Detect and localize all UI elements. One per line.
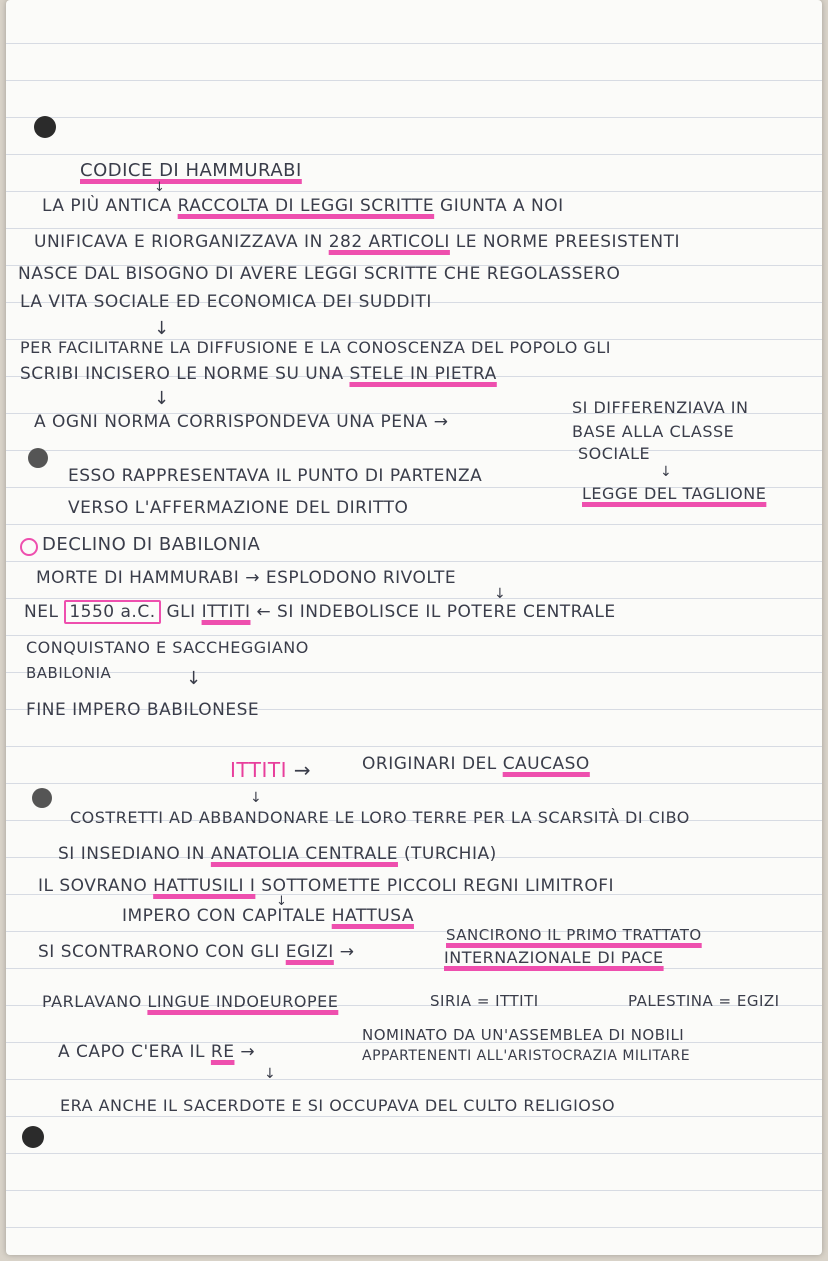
note-line: VERSO L'AFFERMAZIONE DEL DIRITTO	[68, 498, 409, 518]
note-line	[582, 484, 766, 503]
note-line: PER FACILITARNE LA DIFFUSIONE E LA CONOSCENZA DEL POPOLO GLI	[20, 338, 611, 357]
note-line	[42, 992, 338, 1011]
text: ESPLODONO RIVOLTE	[265, 568, 457, 588]
note-line	[38, 942, 354, 962]
down-arrow-icon: ↓	[154, 318, 170, 339]
highlight-text: STELE IN PIETRA	[349, 364, 497, 384]
note-line	[34, 232, 680, 252]
notebook-page	[6, 0, 822, 1255]
note-line: ERA ANCHE IL SACERDOTE E SI OCCUPAVA DEL CULTO RELIGIOSO	[60, 1096, 616, 1115]
text: SOTTOMETTE PICCOLI REGNI LIMITROFI	[255, 876, 614, 896]
text: SCRIBI INCISERO LE NORME SU UNA	[20, 364, 350, 384]
down-arrow-icon: ↓	[276, 894, 287, 909]
right-arrow-icon: →	[433, 412, 449, 432]
note-line	[362, 754, 590, 774]
right-arrow-icon: →	[339, 942, 355, 962]
bullet-dot	[32, 788, 52, 808]
text: LE NORME PREESISTENTI	[449, 232, 681, 252]
highlight-text: RE	[210, 1042, 235, 1062]
text: ORIGINARI DEL	[362, 754, 503, 774]
note-line: SI DIFFERENZIAVA IN	[572, 398, 749, 417]
highlight-text: SANCIRONO IL PRIMO TRATTATO	[446, 926, 702, 944]
note-line: NASCE DAL BISOGNO DI AVERE LEGGI SCRITTE CHE REGOLASSERO	[18, 264, 621, 284]
highlight-text: LINGUE INDOEUROPEE	[147, 992, 339, 1011]
note-line: CONQUISTANO E SACCHEGGIANO	[26, 638, 309, 657]
down-arrow-icon: ↓	[250, 790, 262, 806]
text: IMPERO CON CAPITALE	[122, 906, 332, 926]
highlight-text: RACCOLTA DI LEGGI SCRITTE	[177, 196, 435, 216]
text: GIUNTA A NOI	[434, 196, 564, 216]
note-line: APPARTENENTI ALL'ARISTOCRAZIA MILITARE	[362, 1048, 691, 1064]
highlight-text: 282 ARTICOLI	[328, 232, 450, 252]
heading-codice-hammurabi	[80, 160, 302, 181]
note-line	[34, 412, 448, 432]
text: (TURCHIA)	[397, 844, 497, 864]
highlight-text: HATTUSA	[331, 906, 414, 926]
boxed-date: 1550 a.C.	[64, 600, 160, 624]
pink-heading-text: ITTITI	[230, 758, 287, 782]
heading-ittiti	[230, 758, 311, 782]
note-line: SOCIALE	[578, 444, 651, 463]
note-line	[446, 926, 702, 944]
right-arrow-icon: →	[293, 758, 312, 782]
heading-text: CODICE DI HAMMURABI	[80, 160, 302, 181]
note-line: COSTRETTI AD ABBANDONARE LE LORO TERRE PER LA SCARSITÀ DI CIBO	[70, 808, 690, 827]
highlight-text: ANATOLIA CENTRALE	[210, 844, 398, 864]
note-line	[42, 196, 564, 216]
note-line	[36, 568, 456, 588]
bullet-dot	[28, 448, 48, 468]
text: LA PIÙ ANTICA	[42, 196, 178, 216]
down-arrow-icon: ↓	[154, 180, 165, 195]
note-line: BASE ALLA CLASSE	[572, 422, 735, 441]
pink-bullet-icon	[20, 538, 38, 556]
highlight-text: CAUCASO	[502, 754, 590, 774]
text: SI INSEDIANO IN	[58, 844, 211, 864]
text: A CAPO C'ERA IL	[58, 1042, 211, 1062]
text: PARLAVANO	[42, 992, 148, 1011]
binder-hole-top	[34, 116, 56, 138]
binder-hole-bottom	[22, 1126, 44, 1148]
down-arrow-icon: ↓	[186, 668, 202, 689]
note-line: PALESTINA = EGIZI	[628, 992, 780, 1010]
highlight-text: HATTUSILI I	[153, 876, 256, 896]
note-line	[58, 844, 497, 864]
down-arrow-icon: ↓	[494, 586, 506, 602]
text: MORTE DI HAMMURABI	[36, 568, 240, 588]
left-arrow-icon: ←	[256, 602, 272, 622]
down-arrow-icon: ↓	[660, 464, 672, 480]
note-line	[20, 364, 497, 384]
down-arrow-icon: ↓	[154, 388, 170, 409]
note-line: SIRIA = ITTITI	[430, 992, 539, 1010]
note-line: FINE IMPERO BABILONESE	[26, 700, 260, 720]
note-line: ESSO RAPPRESENTAVA IL PUNTO DI PARTENZA	[68, 466, 483, 486]
highlight-text: LEGGE DEL TAGLIONE	[582, 484, 767, 503]
down-arrow-icon: ↓	[264, 1066, 276, 1082]
note-line: NOMINATO DA UN'ASSEMBLEA DI NOBILI	[362, 1026, 685, 1044]
right-arrow-icon: →	[245, 568, 260, 588]
note-line: BABILONIA	[26, 664, 112, 682]
text: A OGNI NORMA CORRISPONDEVA UNA PENA	[34, 412, 428, 432]
text: SI INDEBOLISCE IL POTERE CENTRALE	[277, 602, 616, 622]
highlight-text: ITTITI	[201, 602, 251, 622]
text: UNIFICAVA E RIORGANIZZAVA IN	[34, 232, 329, 252]
highlight-text: INTERNAZIONALE DI PACE	[444, 948, 664, 967]
note-line: LA VITA SOCIALE ED ECONOMICA DEI SUDDITI	[20, 292, 432, 312]
note-line	[122, 906, 414, 926]
heading-declino-babilonia: DECLINO DI BABILONIA	[42, 534, 261, 555]
note-line	[444, 948, 664, 967]
text: NEL	[24, 602, 65, 622]
note-line	[24, 602, 616, 622]
right-arrow-icon: →	[240, 1042, 256, 1062]
note-line	[58, 1042, 255, 1062]
highlight-text: EGIZI	[285, 942, 334, 962]
text: GLI	[160, 602, 202, 622]
note-line	[38, 876, 614, 896]
text: SI SCONTRARONO CON GLI	[38, 942, 286, 962]
text: IL SOVRANO	[38, 876, 154, 896]
